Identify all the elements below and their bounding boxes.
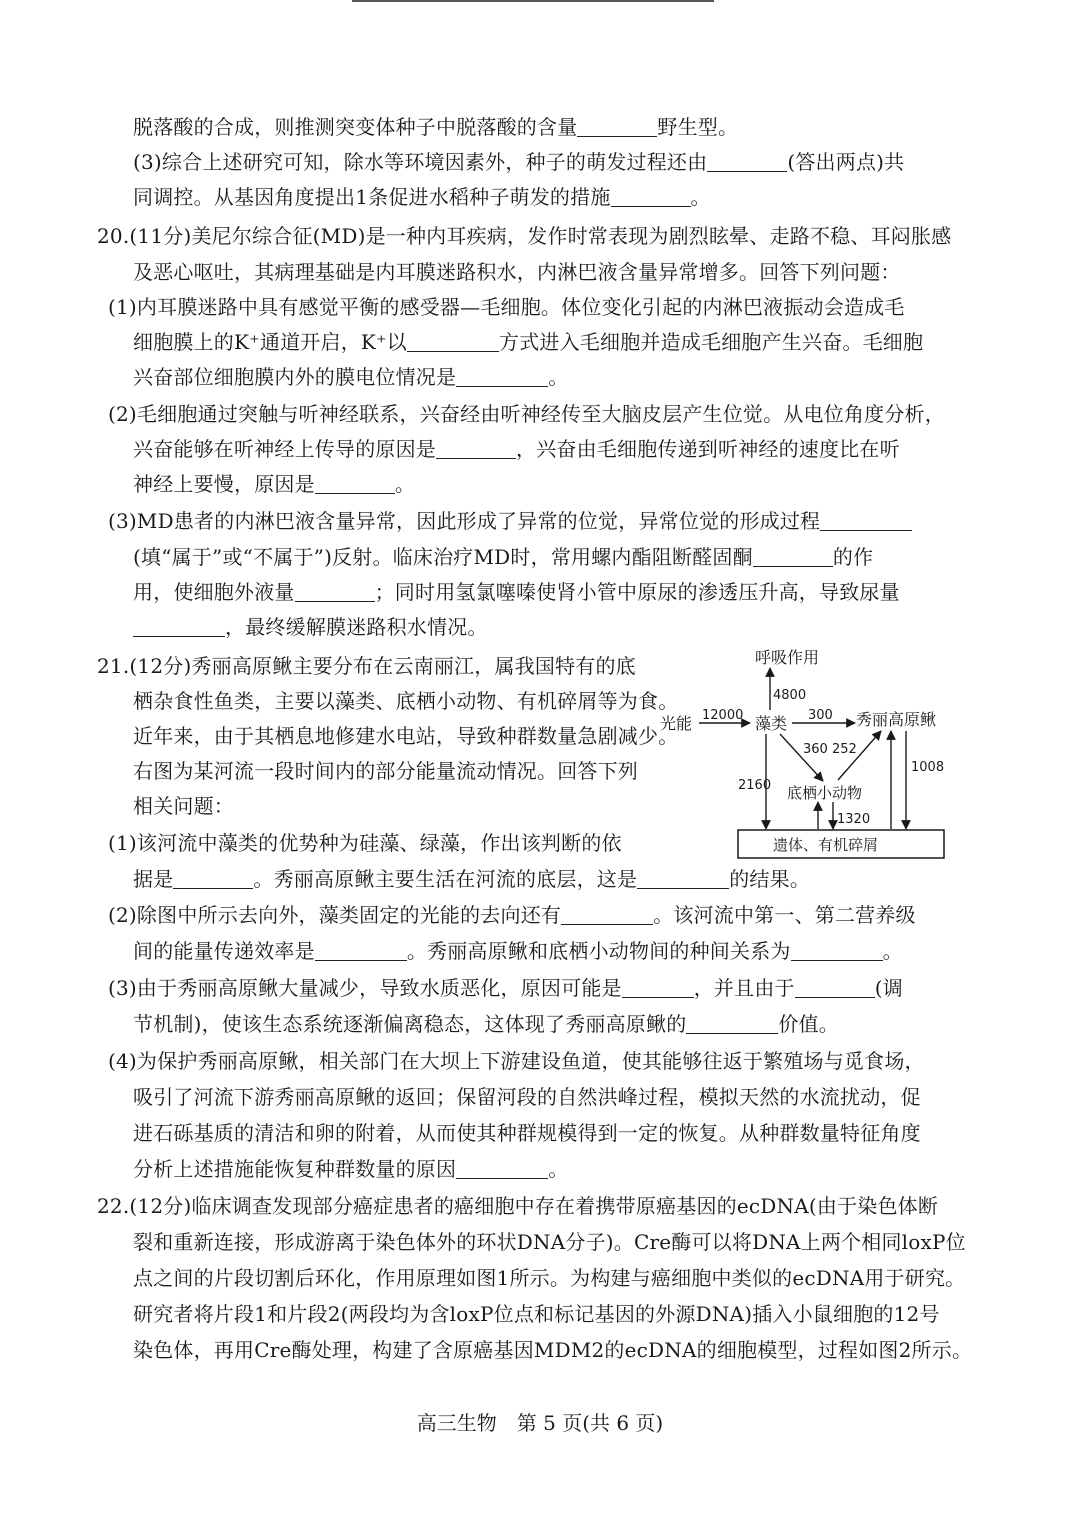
text-line: (4)为保护秀丽高原鳅，相关部门在大坝上下游建设鱼道，使其能够往返于繁殖场与觅食场，	[108, 1049, 925, 1073]
text-line: 神经上要慢，原因是 。	[133, 472, 416, 496]
text-line: (3)由于秀丽高原鳅大量减少，导致水质恶化，原因可能是 ，并且由于 (调	[108, 976, 903, 1000]
respiration-label: 呼吸作用	[755, 648, 820, 667]
text-line: 兴奋能够在听神经上传导的原因是 ，兴奋由毛细胞传递到听神经的速度比在听	[133, 437, 900, 461]
text-line: 吸引了河流下游秀丽高原鳅的返回；保留河段的自然洪峰过程，模拟天然的水流扰动，促	[133, 1085, 921, 1109]
flow-benthic-detritus-value: 1320	[837, 812, 871, 827]
text-line: ，最终缓解膜迷路积水情况。	[133, 613, 488, 641]
answer-blank[interactable]	[173, 868, 253, 889]
text-line: 用，使细胞外液量 ；同时用氢氯噻嗪使肾小管中原尿的渗透压升高，导致尿量	[133, 580, 900, 604]
benthic-label: 底栖小动物	[787, 784, 863, 802]
text-line: 同调控。从基因角度提出1条促进水稻种子萌发的措施 。	[133, 185, 711, 209]
text-line: 近年来，由于其栖息地修建水电站，导致种群数量急剧减少。	[133, 724, 679, 748]
answer-blank[interactable]	[315, 940, 407, 961]
answer-blank[interactable]	[295, 581, 375, 602]
answer-blank[interactable]	[561, 904, 653, 925]
flow-algae-benthic-value: 360	[803, 742, 828, 757]
algae-label: 藻类	[755, 714, 788, 733]
answer-blank[interactable]	[611, 186, 691, 207]
text-line: (1)内耳膜迷路中具有感觉平衡的感受器—毛细胞。体位变化引起的内淋巴液振动会造成毛	[108, 295, 905, 319]
flow-algae-respiration-value: 4800	[773, 688, 807, 703]
energy-flow-diagram	[652, 642, 962, 864]
page-footer: 高三生物 第 5 页(共 6 页)	[416, 1411, 664, 1435]
question-20-title: 20.(11分)美尼尔综合征(MD)是一种内耳疾病，发作时常表现为剧烈眩晕、走路不稳、耳闷胀感	[97, 224, 952, 248]
answer-blank[interactable]	[436, 438, 516, 459]
question-22-title: 22.(12分)临床调查发现部分癌症患者的癌细胞中存在着携带原癌基因的ecDNA(由于染色体断	[97, 1194, 939, 1218]
answer-blank[interactable]	[456, 1158, 548, 1179]
answer-blank[interactable]	[791, 940, 883, 961]
text-line: 兴奋部位细胞膜内外的膜电位情况是 。	[133, 365, 569, 389]
answer-blank[interactable]	[456, 366, 548, 387]
text-line: 点之间的片段切割后环化，作用原理如图1所示。为构建与癌细胞中类似的ecDNA用于研究。	[133, 1266, 966, 1290]
text-line: 染色体，再用Cre酶处理，构建了含原癌基因MDM2的ecDNA的细胞模型，过程如图2所示。	[133, 1338, 973, 1362]
answer-blank[interactable]	[795, 977, 875, 998]
text-line: 相关问题：	[133, 794, 234, 818]
text-line: 据是 。秀丽高原鳅主要生活在河流的底层，这是 的结果。	[133, 867, 811, 891]
flow-algae-detritus-value: 2160	[738, 778, 772, 793]
answer-blank[interactable]	[753, 546, 833, 567]
text-line: 脱落酸的合成，则推测突变体种子中脱落酸的含量 野生型。	[133, 115, 739, 139]
text-line: 及恶心呕吐，其病理基础是内耳膜迷路积水，内淋巴液含量异常增多。回答下列问题：	[133, 260, 901, 284]
text-line: (填“属于”或“不属于”)反射。临床治疗MD时，常用螺内酯阻断醛固酮 的作	[133, 545, 874, 569]
fish-label: 秀丽高原鳅	[856, 710, 937, 729]
answer-blank[interactable]	[315, 473, 395, 494]
answer-blank[interactable]	[133, 616, 225, 637]
text-line: 分析上述措施能恢复种群数量的原因 。	[133, 1157, 569, 1181]
text-line: 节机制)，使该生态系统逐渐偏离稳态，这体现了秀丽高原鳅的 价值。	[133, 1012, 840, 1036]
top-rule	[352, 0, 714, 2]
answer-blank[interactable]	[707, 151, 787, 172]
answer-blank[interactable]	[820, 510, 912, 531]
text-line: 右图为某河流一段时间内的部分能量流动情况。回答下列	[133, 759, 638, 783]
text-line: (2)毛细胞通过突触与听神经联系，兴奋经由听神经传至大脑皮层产生位觉。从电位角度分析，	[108, 402, 945, 426]
text-line: (3)综合上述研究可知，除水等环境因素外，种子的萌发过程还由 (答出两点)共	[133, 150, 905, 174]
text-line: (3)MD患者的内淋巴液含量异常，因此形成了异常的位觉，异常位觉的形成过程	[108, 507, 912, 535]
text-line: 细胞膜上的K⁺通道开启，K⁺以 方式进入毛细胞并造成毛细胞产生兴奋。毛细胞	[133, 330, 924, 354]
answer-blank[interactable]	[407, 331, 499, 352]
answer-blank[interactable]	[622, 977, 694, 998]
text-line: 进石砾基质的清洁和卵的附着，从而使其种群规模得到一定的恢复。从种群数量特征角度	[133, 1121, 921, 1145]
text-line: (1)该河流中藻类的优势种为硅藻、绿藻，作出该判断的依	[108, 831, 622, 855]
text-line: 栖杂食性鱼类，主要以藻类、底栖小动物、有机碎屑等为食。	[133, 689, 679, 713]
answer-blank[interactable]	[637, 868, 729, 889]
text-line: (2)除图中所示去向外，藻类固定的光能的去向还有 。该河流中第一、第二营养级	[108, 903, 916, 927]
flow-fish-detritus-value: 1008	[911, 760, 945, 775]
flow-algae-fish-value: 300	[808, 708, 833, 723]
answer-blank[interactable]	[577, 116, 657, 137]
text-line: 间的能量传递效率是 。秀丽高原鳅和底栖小动物间的种间关系为 。	[133, 939, 903, 963]
text-line: 裂和重新连接，形成游离于染色体外的环状DNA分子)。Cre酶可以将DNA上两个相同loxP位	[133, 1230, 966, 1254]
detritus-label: 遗体、有机碎屑	[773, 836, 879, 854]
answer-blank[interactable]	[686, 1013, 778, 1034]
flow-benthic-fish-value: 252	[832, 742, 857, 757]
light-label: 光能	[660, 714, 693, 733]
text-line: 研究者将片段1和片段2(两段均为含loxP位点和标记基因的外源DNA)插入小鼠细胞的12号	[133, 1302, 940, 1326]
flow-light-algae-value: 12000	[702, 708, 744, 723]
question-21-title: 21.(12分)秀丽高原鳅主要分布在云南丽江，属我国特有的底	[97, 654, 636, 678]
